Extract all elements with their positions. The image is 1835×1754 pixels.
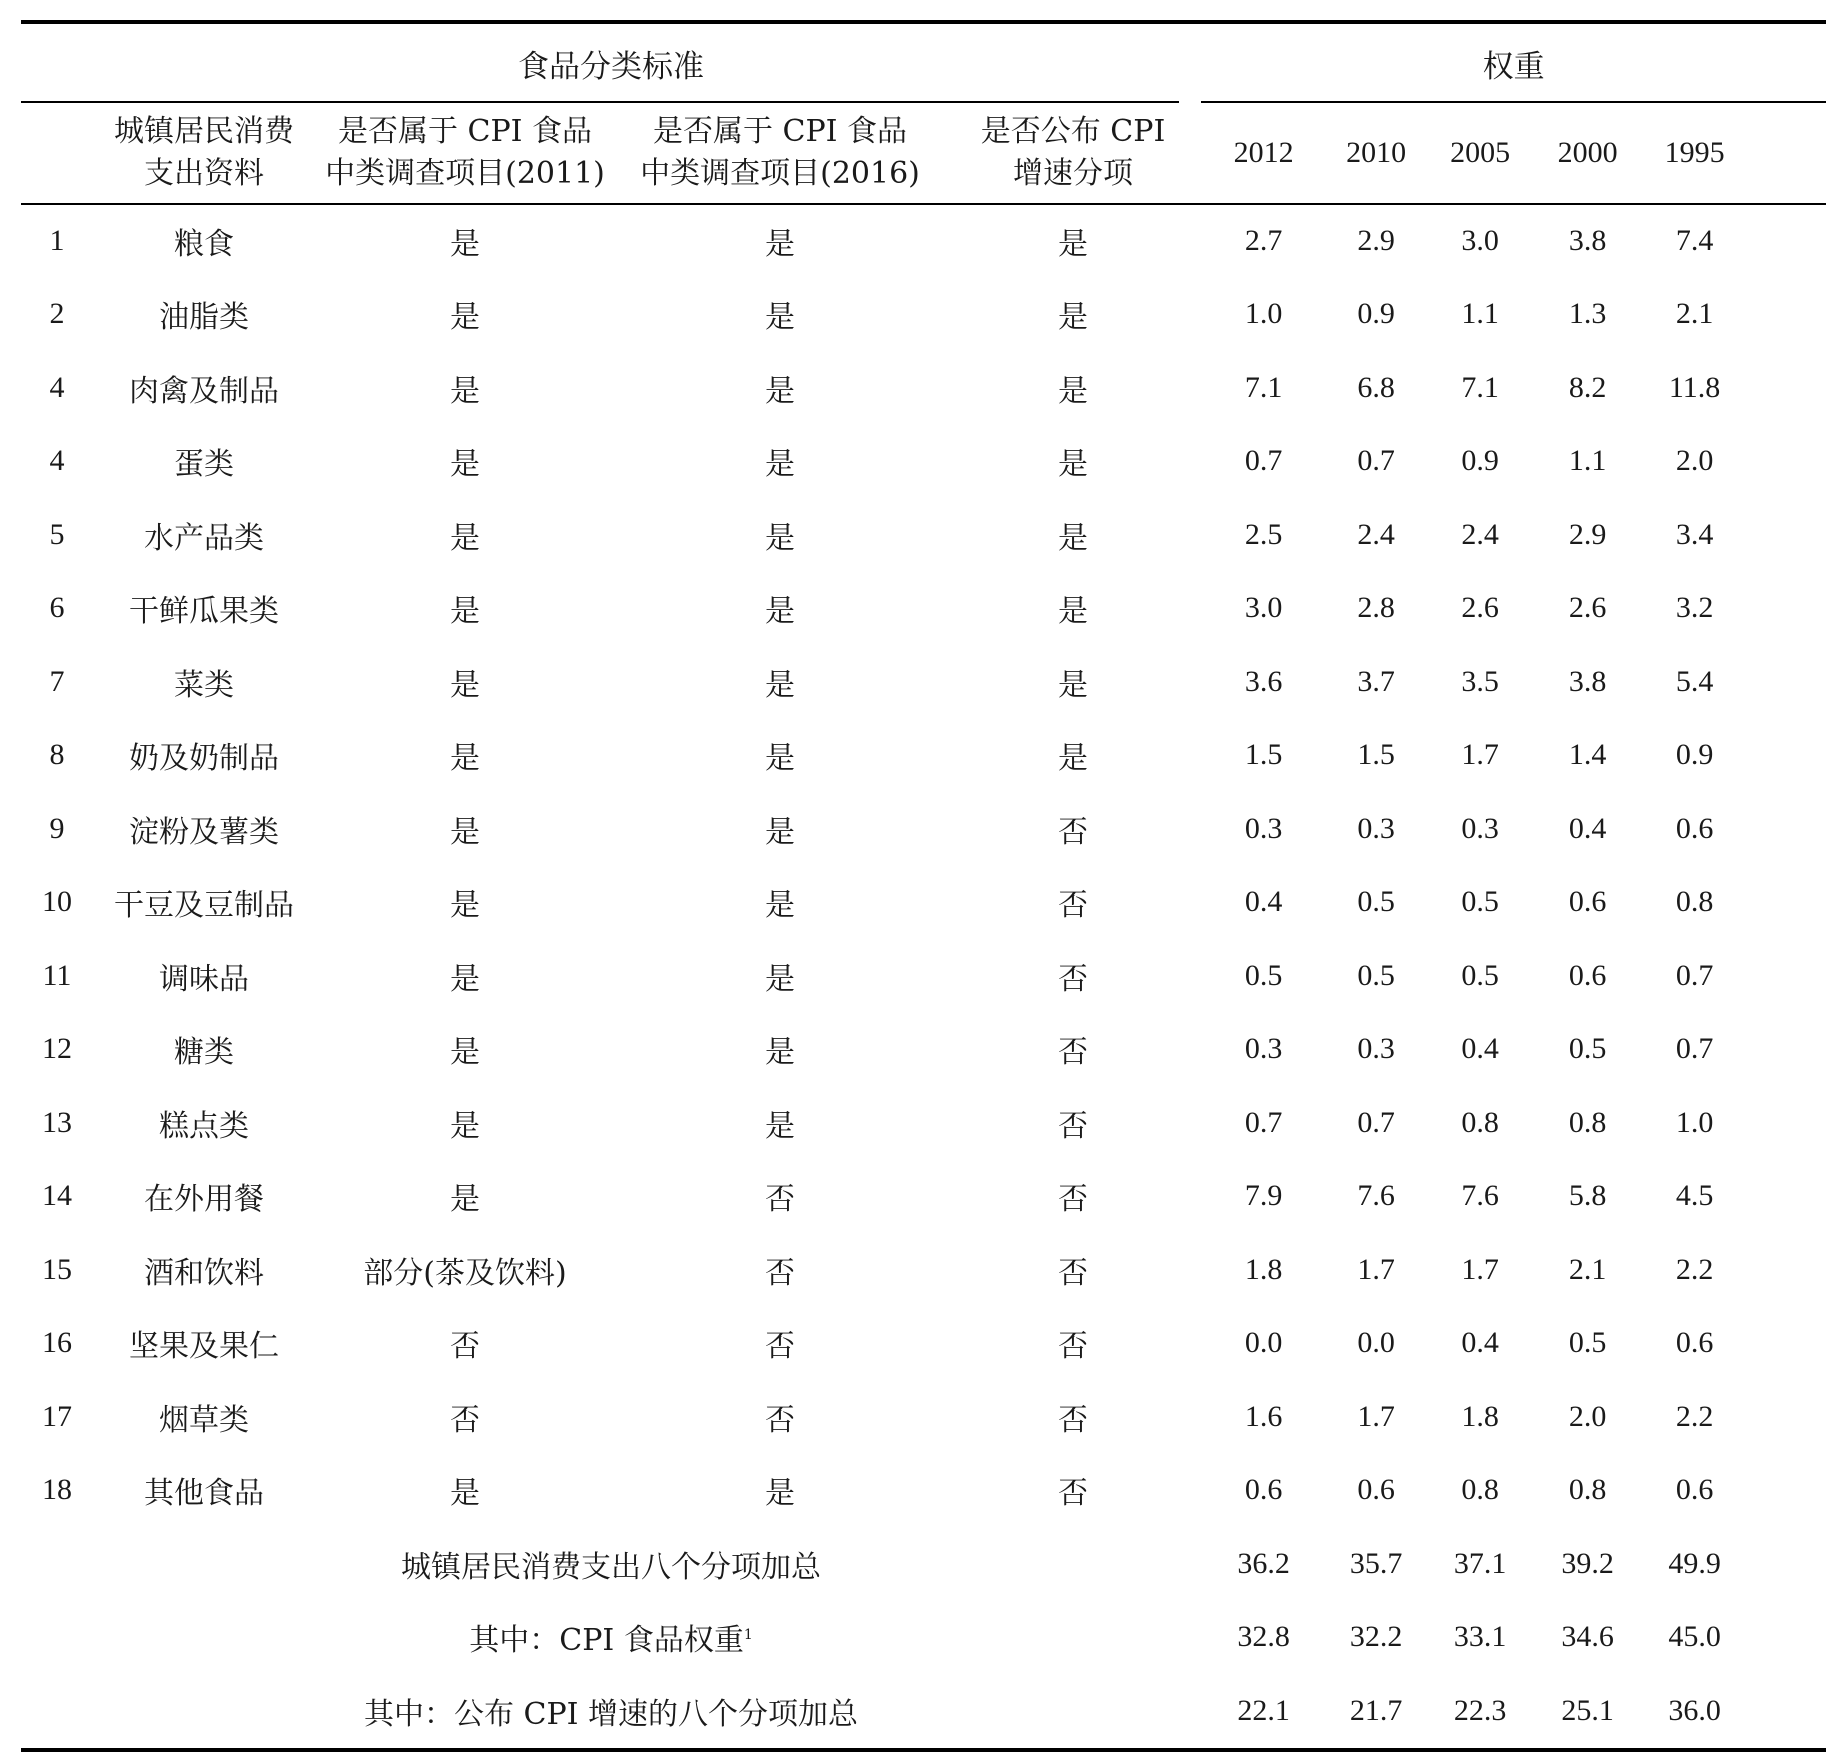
row-item-name: 肉禽及制品 — [129, 373, 279, 409]
row-weight-value: 1.7 — [1357, 1399, 1395, 1433]
row-weight-value: 1.7 — [1357, 1252, 1395, 1286]
column-header-year: 2005 — [1450, 136, 1511, 169]
row-weight-value: 1.5 — [1244, 738, 1283, 772]
row-cpi-2016: 是 — [765, 961, 795, 997]
row-weight-value: 7.6 — [1357, 1179, 1395, 1213]
row-weight-value: 1.8 — [1244, 1252, 1283, 1286]
row-weight-value: 4.5 — [1675, 1179, 1714, 1213]
row-number: 8 — [49, 738, 65, 772]
row-cpi-2016: 是 — [765, 520, 795, 556]
row-weight-value: 3.7 — [1357, 664, 1395, 698]
row-weight-value: 0.5 — [1461, 958, 1499, 992]
column-header-item: 城镇居民消费 支出资料 — [114, 114, 294, 191]
row-publish-flag: 否 — [1058, 1476, 1089, 1512]
summary-weight-value: 35.7 — [1349, 1546, 1403, 1580]
table-row — [21, 1233, 1826, 1307]
row-cpi-2016: 是 — [765, 594, 795, 630]
row-weight-value: 2.1 — [1568, 1252, 1607, 1286]
row-weight-value: 0.4 — [1461, 1032, 1499, 1066]
summary-label: 其中：CPI 食品权重$^1$ — [469, 1623, 753, 1659]
summary-weight-value: 45.0 — [1668, 1620, 1721, 1654]
group-rule-classification — [21, 101, 1179, 103]
row-publish-flag: 否 — [1058, 1108, 1089, 1144]
row-weight-value: 0.7 — [1244, 444, 1283, 478]
row-weight-value: 3.5 — [1461, 664, 1499, 698]
row-weight-value: 0.8 — [1461, 1105, 1499, 1139]
row-weight-value: 0.8 — [1461, 1473, 1499, 1507]
row-weight-value: 0.5 — [1244, 958, 1283, 992]
row-cpi-2016: 是 — [765, 888, 795, 924]
row-weight-value: 1.6 — [1244, 1399, 1283, 1433]
row-weight-value: 3.6 — [1244, 664, 1283, 698]
row-cpi-2011: 是 — [450, 1182, 480, 1218]
row-weight-value: 3.0 — [1244, 591, 1283, 625]
row-weight-value: 0.3 — [1357, 811, 1395, 845]
table-summary — [21, 1527, 1826, 1750]
row-weight-value: 0.7 — [1675, 1032, 1714, 1066]
row-number: 7 — [49, 664, 65, 698]
row-weight-value: 5.4 — [1675, 664, 1714, 698]
row-weight-value: 2.9 — [1568, 517, 1607, 551]
row-weight-value: 0.5 — [1568, 1032, 1607, 1066]
row-weight-value: 7.1 — [1244, 370, 1283, 404]
row-cpi-2016: 否 — [765, 1329, 795, 1365]
summary-row — [21, 1601, 1826, 1675]
table-row — [21, 425, 1826, 499]
summary-label: 城镇居民消费支出八个分项加总 — [401, 1549, 822, 1585]
row-weight-value: 2.1 — [1675, 297, 1714, 331]
row-weight-value: 7.1 — [1461, 370, 1499, 404]
row-weight-value: 0.9 — [1461, 444, 1499, 478]
row-cpi-2011: 是 — [450, 961, 480, 997]
table-row — [21, 939, 1826, 1013]
row-publish-flag: 否 — [1058, 814, 1089, 850]
group-header-classification: 食品分类标准 — [518, 48, 705, 85]
row-cpi-2011: 是 — [450, 300, 480, 336]
table-row — [21, 572, 1826, 646]
row-item-name: 调味品 — [159, 961, 249, 997]
table-row — [21, 1307, 1826, 1381]
row-cpi-2011: 是 — [450, 447, 480, 483]
row-cpi-2011: 部分(茶及饮料) — [363, 1255, 567, 1291]
row-weight-value: 2.4 — [1357, 517, 1395, 551]
row-weight-value: 2.2 — [1675, 1252, 1714, 1286]
group-rule-weight — [1201, 101, 1826, 103]
row-item-name: 糕点类 — [159, 1108, 249, 1144]
row-item-name: 糖类 — [174, 1035, 234, 1071]
row-cpi-2011: 是 — [450, 814, 480, 850]
row-weight-value: 2.2 — [1675, 1399, 1714, 1433]
row-weight-value: 3.4 — [1675, 517, 1714, 551]
summary-weight-value: 22.1 — [1237, 1693, 1290, 1727]
row-publish-flag: 否 — [1058, 1035, 1089, 1071]
row-weight-value: 7.4 — [1675, 223, 1714, 257]
row-weight-value: 0.7 — [1357, 444, 1395, 478]
row-weight-value: 1.7 — [1461, 738, 1499, 772]
row-weight-value: 2.8 — [1357, 591, 1395, 625]
row-weight-value: 0.5 — [1568, 1326, 1607, 1360]
row-cpi-2016: 否 — [765, 1182, 795, 1218]
row-cpi-2016: 是 — [765, 667, 795, 703]
summary-weight-value: 49.9 — [1668, 1546, 1721, 1580]
row-item-name: 水产品类 — [144, 520, 264, 556]
row-weight-value: 0.6 — [1675, 1326, 1714, 1360]
column-header-year: 2010 — [1346, 136, 1407, 169]
row-number: 5 — [49, 517, 65, 551]
row-number: 4 — [49, 370, 65, 404]
row-cpi-2016: 是 — [765, 226, 795, 262]
table-row — [21, 278, 1826, 352]
row-weight-value: 11.8 — [1668, 370, 1721, 404]
summary-weight-value: 33.1 — [1453, 1620, 1507, 1654]
row-number: 11 — [42, 958, 72, 992]
table-row — [21, 1380, 1826, 1454]
row-weight-value: 3.8 — [1568, 223, 1607, 257]
group-header-weight: 权重 — [1482, 48, 1545, 85]
row-item-name: 菜类 — [174, 667, 234, 703]
row-weight-value: 0.6 — [1357, 1473, 1395, 1507]
row-publish-flag: 否 — [1058, 888, 1089, 924]
column-header-no — [21, 102, 93, 204]
row-weight-value: 0.3 — [1244, 1032, 1283, 1066]
row-weight-value: 1.4 — [1568, 738, 1607, 772]
table-row — [21, 204, 1826, 278]
row-cpi-2016: 是 — [765, 447, 795, 483]
row-weight-value: 0.5 — [1357, 958, 1395, 992]
summary-weight-value: 37.1 — [1453, 1546, 1507, 1580]
summary-row — [21, 1527, 1826, 1601]
row-item-name: 淀粉及薯类 — [129, 814, 279, 850]
row-cpi-2016: 是 — [765, 373, 795, 409]
row-weight-value: 2.4 — [1461, 517, 1499, 551]
row-cpi-2016: 否 — [765, 1402, 795, 1438]
row-weight-value: 0.6 — [1568, 885, 1607, 919]
row-number: 1 — [49, 223, 65, 257]
row-weight-value: 0.3 — [1244, 811, 1283, 845]
row-weight-value: 0.9 — [1357, 297, 1395, 331]
row-item-name: 蛋类 — [174, 447, 234, 483]
row-weight-value: 1.5 — [1357, 738, 1395, 772]
row-weight-value: 0.5 — [1357, 885, 1395, 919]
row-cpi-2016: 是 — [765, 1476, 795, 1512]
row-weight-value: 3.2 — [1675, 591, 1714, 625]
summary-weight-value: 32.8 — [1237, 1620, 1290, 1654]
row-publish-flag: 否 — [1058, 1255, 1089, 1291]
row-weight-value: 5.8 — [1568, 1179, 1607, 1213]
row-cpi-2016: 是 — [765, 300, 795, 336]
summary-weight-value: 25.1 — [1561, 1693, 1614, 1727]
row-weight-value: 0.9 — [1675, 738, 1714, 772]
summary-label: 其中：公布 CPI 增速的八个分项加总 — [364, 1696, 859, 1732]
summary-weight-value: 34.6 — [1561, 1620, 1614, 1654]
table-row — [21, 1086, 1826, 1160]
row-weight-value: 1.0 — [1675, 1105, 1714, 1139]
row-number: 13 — [42, 1105, 72, 1139]
summary-weight-value: 36.0 — [1668, 1693, 1721, 1727]
row-cpi-2016: 是 — [765, 1035, 795, 1071]
row-publish-flag: 否 — [1058, 1329, 1089, 1365]
cpi-food-weight-table — [21, 20, 1826, 1752]
row-weight-value: 0.7 — [1675, 958, 1714, 992]
row-weight-value: 0.5 — [1461, 885, 1499, 919]
row-publish-flag: 否 — [1058, 961, 1089, 997]
row-publish-flag: 是 — [1058, 741, 1089, 777]
row-number: 6 — [49, 591, 65, 625]
row-publish-flag: 是 — [1058, 447, 1089, 483]
row-weight-value: 0.6 — [1675, 811, 1714, 845]
row-number: 18 — [42, 1473, 72, 1507]
row-weight-value: 7.6 — [1461, 1179, 1499, 1213]
row-weight-value: 0.7 — [1244, 1105, 1283, 1139]
row-weight-value: 2.6 — [1461, 591, 1499, 625]
row-cpi-2011: 是 — [450, 1476, 480, 1512]
row-cpi-2016: 是 — [765, 1108, 795, 1144]
row-weight-value: 3.0 — [1461, 223, 1499, 257]
table-row — [21, 1013, 1826, 1087]
table-row — [21, 1160, 1826, 1234]
row-weight-value: 0.3 — [1461, 811, 1499, 845]
row-publish-flag: 是 — [1058, 373, 1089, 409]
row-cpi-2011: 是 — [450, 1108, 480, 1144]
row-weight-value: 1.3 — [1568, 297, 1607, 331]
row-number: 2 — [49, 297, 65, 331]
row-weight-value: 2.0 — [1568, 1399, 1607, 1433]
summary-row — [21, 1674, 1826, 1750]
row-weight-value: 2.7 — [1244, 223, 1283, 257]
row-weight-value: 8.2 — [1568, 370, 1607, 404]
row-cpi-2011: 是 — [450, 226, 480, 262]
row-item-name: 烟草类 — [159, 1402, 249, 1438]
table-body — [21, 204, 1826, 1527]
table-row — [21, 792, 1826, 866]
row-weight-value: 0.6 — [1568, 958, 1607, 992]
header-bottom-rule — [21, 203, 1826, 205]
column-header-year: 1995 — [1664, 136, 1725, 169]
row-number: 15 — [42, 1252, 72, 1286]
column-header-year: 2012 — [1233, 136, 1294, 169]
row-weight-value: 1.8 — [1461, 1399, 1499, 1433]
row-number: 17 — [42, 1399, 72, 1433]
row-item-name: 干豆及豆制品 — [114, 888, 294, 924]
row-weight-value: 1.1 — [1461, 297, 1499, 331]
row-item-name: 其他食品 — [144, 1476, 264, 1512]
row-weight-value: 0.6 — [1244, 1473, 1283, 1507]
column-header-row — [21, 102, 1826, 204]
row-weight-value: 1.0 — [1244, 297, 1283, 331]
row-weight-value: 0.8 — [1675, 885, 1714, 919]
row-weight-value: 2.5 — [1244, 517, 1283, 551]
row-weight-value: 1.7 — [1461, 1252, 1499, 1286]
table-row — [21, 351, 1826, 425]
row-cpi-2016: 是 — [765, 814, 795, 850]
row-item-name: 干鲜瓜果类 — [129, 594, 279, 630]
table-row — [21, 645, 1826, 719]
row-cpi-2011: 是 — [450, 888, 480, 924]
row-number: 16 — [42, 1326, 72, 1360]
row-publish-flag: 是 — [1058, 226, 1089, 262]
row-item-name: 酒和饮料 — [144, 1255, 264, 1291]
column-header-2016: 是否属于 CPI 食品 中类调查项目(2016) — [640, 114, 920, 191]
row-weight-value: 3.8 — [1568, 664, 1607, 698]
row-publish-flag: 是 — [1058, 300, 1089, 336]
summary-weight-value: 32.2 — [1349, 1620, 1403, 1654]
row-cpi-2011: 否 — [450, 1402, 480, 1438]
row-cpi-2011: 是 — [450, 594, 480, 630]
row-weight-value: 0.0 — [1357, 1326, 1395, 1360]
row-item-name: 在外用餐 — [144, 1182, 264, 1218]
row-number: 4 — [49, 444, 65, 478]
row-cpi-2011: 是 — [450, 373, 480, 409]
row-publish-flag: 是 — [1058, 594, 1089, 630]
row-cpi-2016: 是 — [765, 741, 795, 777]
row-cpi-2011: 否 — [450, 1329, 480, 1365]
row-weight-value: 0.7 — [1357, 1105, 1395, 1139]
summary-weight-value: 39.2 — [1561, 1546, 1614, 1580]
row-cpi-2016: 否 — [765, 1255, 795, 1291]
row-weight-value: 7.9 — [1244, 1179, 1283, 1213]
summary-weight-value: 22.3 — [1453, 1693, 1507, 1727]
row-weight-value: 0.4 — [1244, 885, 1283, 919]
column-header-2011: 是否属于 CPI 食品 中类调查项目(2011) — [325, 114, 605, 191]
row-publish-flag: 否 — [1058, 1402, 1089, 1438]
row-cpi-2011: 是 — [450, 667, 480, 703]
row-weight-value: 0.6 — [1675, 1473, 1714, 1507]
table-row — [21, 498, 1826, 572]
row-weight-value: 0.0 — [1244, 1326, 1283, 1360]
row-weight-value: 0.3 — [1357, 1032, 1395, 1066]
table-row — [21, 719, 1826, 793]
group-header-row — [21, 22, 1826, 102]
row-publish-flag: 否 — [1058, 1182, 1089, 1218]
footnote-marker: 1 — [743, 1627, 753, 1644]
table-row — [21, 1454, 1826, 1528]
row-number: 14 — [42, 1179, 72, 1213]
row-number: 9 — [49, 811, 65, 845]
row-weight-value: 0.4 — [1461, 1326, 1499, 1360]
row-weight-value: 6.8 — [1357, 370, 1395, 404]
row-weight-value: 2.6 — [1568, 591, 1607, 625]
row-publish-flag: 是 — [1058, 667, 1089, 703]
row-weight-value: 2.0 — [1675, 444, 1714, 478]
row-publish-flag: 是 — [1058, 520, 1089, 556]
row-weight-value: 0.8 — [1568, 1473, 1607, 1507]
row-item-name: 粮食 — [174, 226, 234, 262]
row-weight-value: 0.4 — [1568, 811, 1607, 845]
row-number: 10 — [42, 885, 72, 919]
row-cpi-2011: 是 — [450, 520, 480, 556]
row-number: 12 — [42, 1032, 72, 1066]
row-cpi-2011: 是 — [450, 741, 480, 777]
row-weight-value: 1.1 — [1568, 444, 1607, 478]
column-header-publish: 是否公布 CPI 增速分项 — [980, 114, 1166, 191]
table-row — [21, 866, 1826, 940]
column-header-year: 2000 — [1557, 136, 1618, 169]
row-weight-value: 2.9 — [1357, 223, 1395, 257]
summary-weight-value: 21.7 — [1349, 1693, 1403, 1727]
row-item-name: 坚果及果仁 — [129, 1329, 279, 1365]
row-item-name: 油脂类 — [159, 300, 249, 336]
row-weight-value: 0.8 — [1568, 1105, 1607, 1139]
row-cpi-2011: 是 — [450, 1035, 480, 1071]
summary-weight-value: 36.2 — [1237, 1546, 1290, 1580]
row-item-name: 奶及奶制品 — [129, 741, 279, 777]
